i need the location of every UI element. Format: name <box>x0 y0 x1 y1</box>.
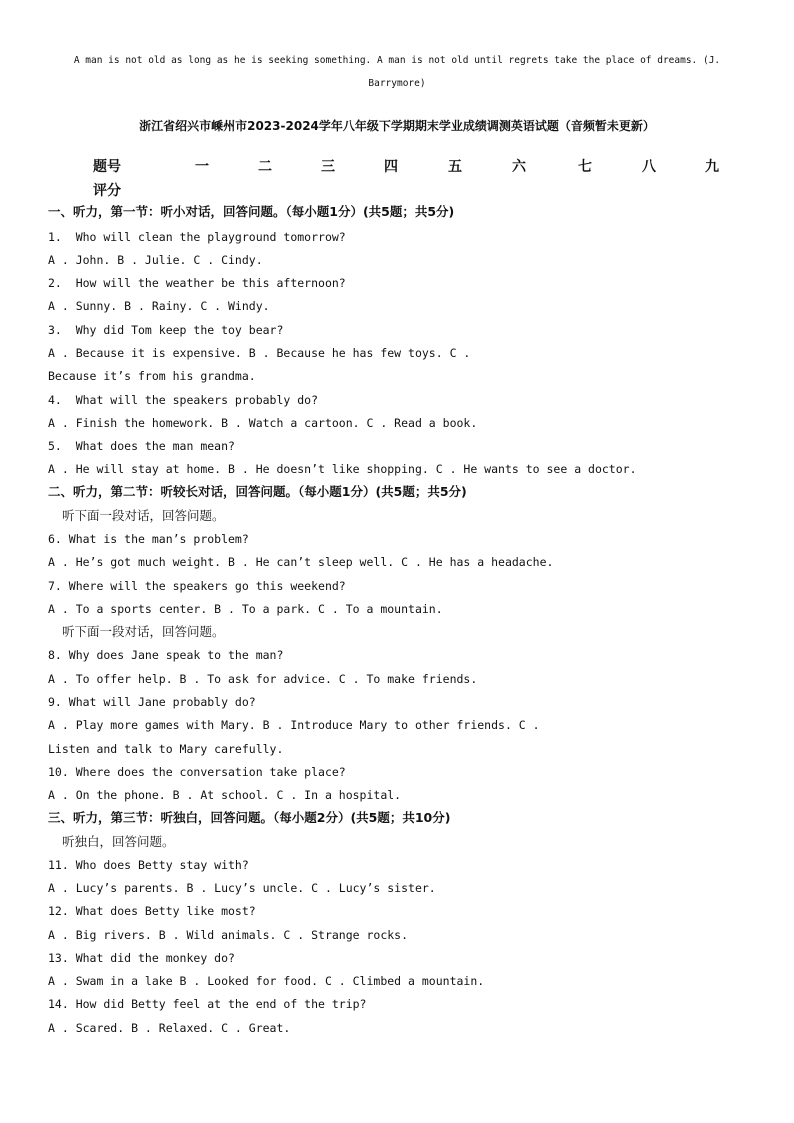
question: 10. Where does the conversation take place? <box>48 765 346 779</box>
score-header-label: 题号 <box>93 159 121 175</box>
question: 1. Who will clean the playground tomorrow? <box>48 230 346 244</box>
answer-options: A . Swam in a lake B . Looked for food. C . Climbed a mountain. <box>48 974 485 988</box>
question: 2. How will the weather be this afternoon? <box>48 276 346 290</box>
score-column: 二 <box>258 159 272 175</box>
score-column: 一 <box>195 159 209 175</box>
score-column: 七 <box>578 159 592 175</box>
question: 5. What does the man mean? <box>48 439 235 453</box>
question: 14. How did Betty feel at the end of the trip? <box>48 997 367 1011</box>
instruction: 听独白，回答问题。 <box>62 834 175 849</box>
answer-options: A . Play more games with Mary. B . Introduce Mary to other friends. C . <box>48 718 540 732</box>
answer-options: A . Big rivers. B . Wild animals. C . Strange rocks. <box>48 928 409 942</box>
answer-options: Because it’s from his grandma. <box>48 369 256 383</box>
question: 8. Why does Jane speak to the man? <box>48 648 284 662</box>
instruction: 听下面一段对话，回答问题。 <box>62 624 225 639</box>
answer-options: A . Finish the homework. B . Watch a cartoon. C . Read a book. <box>48 416 478 430</box>
score-row-label: 评分 <box>93 183 121 199</box>
score-column: 五 <box>448 159 462 175</box>
answer-options: A . Sunny. B . Rainy. C . Windy. <box>48 299 270 313</box>
header-quote: A man is not old as long as he is seeking something. A man is not old until regrets take the place of dreams. (J. Barrymore) <box>73 55 721 89</box>
answer-options: A . To a sports center. B . To a park. C . To a mountain. <box>48 602 443 616</box>
answer-options: A . John. B . Julie. C . Cindy. <box>48 253 263 267</box>
answer-options: A . He will stay at home. B . He doesn’t like shopping. C . He wants to see a doctor. <box>48 462 637 476</box>
answer-options: A . Lucy’s parents. B . Lucy’s uncle. C . Lucy’s sister. <box>48 881 436 895</box>
question: 9. What will Jane probably do? <box>48 695 256 709</box>
question: 6. What is the man’s problem? <box>48 532 249 546</box>
question: 13. What did the monkey do? <box>48 951 235 965</box>
question: 11. Who does Betty stay with? <box>48 858 249 872</box>
score-column: 九 <box>705 159 719 175</box>
answer-options: A . Scared. B . Relaxed. C . Great. <box>48 1021 291 1035</box>
section-heading: 二、听力，第二节：听较长对话，回答问题。（每小题1分）(共5题；共5分) <box>48 484 467 499</box>
score-column: 四 <box>384 159 398 175</box>
score-column: 八 <box>642 159 656 175</box>
question: 3. Why did Tom keep the toy bear? <box>48 323 284 337</box>
answer-options: Listen and talk to Mary carefully. <box>48 742 284 756</box>
answer-options: A . On the phone. B . At school. C . In a hospital. <box>48 788 402 802</box>
page-title: 浙江省绍兴市嵊州市2023-2024学年八年级下学期期末学业成绩调测英语试题（音频暂未更新） <box>139 119 655 133</box>
instruction: 听下面一段对话，回答问题。 <box>62 508 225 523</box>
question: 7. Where will the speakers go this weekend? <box>48 579 346 593</box>
question: 4. What will the speakers probably do? <box>48 393 319 407</box>
section-heading: 三、听力，第三节：听独白，回答问题。（每小题2分）(共5题；共10分) <box>48 810 451 825</box>
section-heading: 一、听力，第一节：听小对话，回答问题。（每小题1分）(共5题；共5分) <box>48 204 455 219</box>
answer-options: A . To offer help. B . To ask for advice. C . To make friends. <box>48 672 478 686</box>
answer-options: A . He’s got much weight. B . He can’t sleep well. C . He has a headache. <box>48 555 554 569</box>
answer-options: A . Because it is expensive. B . Because he has few toys. C . <box>48 346 471 360</box>
question: 12. What does Betty like most? <box>48 904 256 918</box>
score-column: 三 <box>321 159 335 175</box>
score-column: 六 <box>512 159 526 175</box>
